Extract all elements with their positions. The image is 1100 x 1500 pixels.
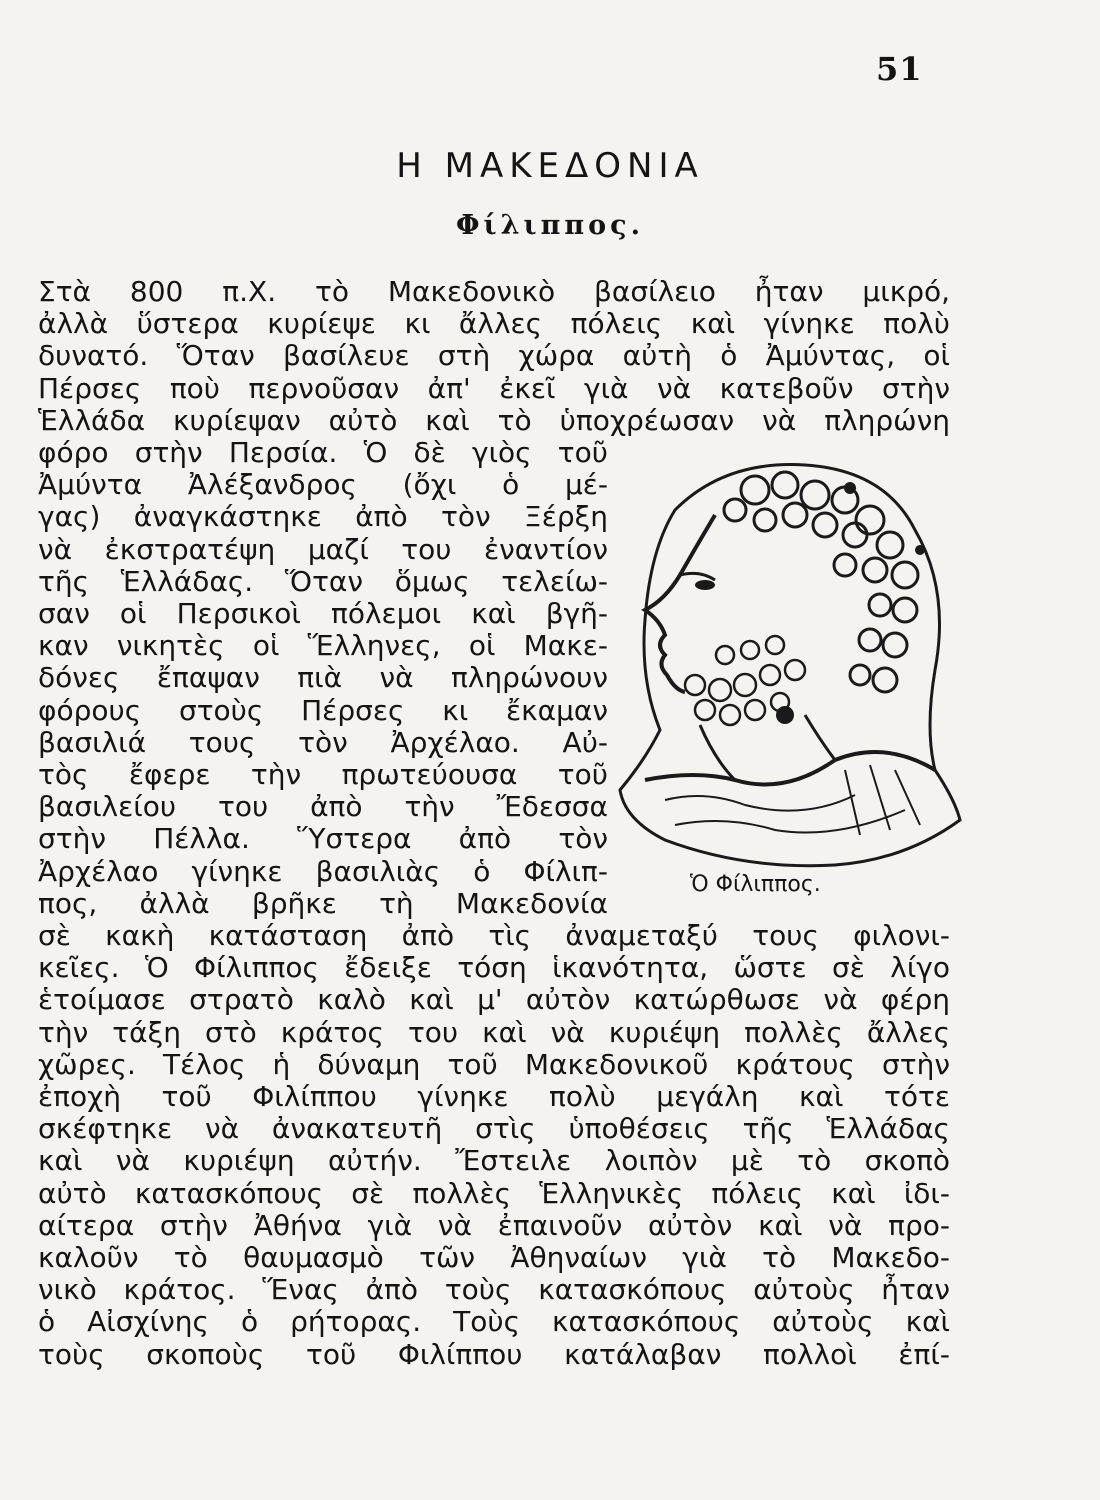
- page-number: 51: [876, 50, 923, 88]
- philip-portrait-illustration: [605, 440, 965, 870]
- text-line: σὲ κακὴ κατάσταση ἀπὸ τὶς ἀναμεταξύ τους φιλονι-: [38, 919, 950, 952]
- text-line: αίτερα στὴν Ἀθήνα γιὰ νὰ ἐπαινοῦν αὐτὸν καὶ νὰ προ-: [38, 1208, 950, 1242]
- text-line: νικὸ κράτος. Ἕνας ἀπὸ τοὺς κατασκόπους αὐτοὺς ἦταν: [38, 1273, 950, 1307]
- section-title: Φίλιππος.: [456, 210, 644, 241]
- text-line: φόρο στὴν Περσία. Ὁ δὲ γιὸς τοῦ: [38, 436, 608, 469]
- text-line: αὐτὸ κατασκόπους σὲ πολλὲς Ἑλληνικὲς πόλεις καὶ ἰδι-: [38, 1176, 950, 1210]
- text-line: φόρους στοὺς Πέρσες κι ἔκαμαν: [38, 693, 608, 727]
- text-line: δυνατό. Ὅταν βασίλευε στὴ χώρα αὐτὴ ὁ Ἀμύντας, οἱ: [38, 339, 950, 373]
- text-line: Πέρσες ποὺ περνοῦσαν ἀπ' ἐκεῖ γιὰ νὰ κατεβοῦν στὴν: [38, 371, 950, 405]
- text-line: ἐποχὴ τοῦ Φιλίππου γίνηκε πολὺ μεγάλη καὶ τότε: [38, 1080, 950, 1113]
- text-line: γας) ἀναγκάστηκε ἀπὸ τὸν Ξέρξη: [38, 500, 608, 534]
- text-line: τοὺς σκοποὺς τοῦ Φιλίππου κατάλαβαν πολλοὶ ἐπί-: [38, 1337, 950, 1371]
- text-line: βασιλιά τους τὸν Ἀρχέλαο. Αὐ-: [38, 725, 608, 759]
- text-line: χῶρες. Τέλος ἡ δύναμη τοῦ Μακεδονικοῦ κράτους στὴν: [38, 1047, 950, 1081]
- text-line: Στὰ 800 π.Χ. τὸ Μακεδονικὸ βασίλειο ἦταν μικρό,: [38, 275, 950, 308]
- chapter-title: Η ΜΑΚΕΔΟΝΙΑ: [396, 146, 704, 186]
- text-line: βασιλείου του ἀπὸ τὴν Ἔδεσσα: [38, 790, 608, 824]
- text-line: σκέφτηκε νὰ ἀνακατευτῆ στὶς ὑποθέσεις τῆς Ἑλλάδας: [38, 1112, 950, 1146]
- text-line: καν νικητὲς οἱ Ἕλληνες, οἱ Μακε-: [38, 629, 608, 663]
- text-line: δόνες ἔπαψαν πιὰ νὰ πληρώνουν: [38, 661, 608, 695]
- text-line: στὴν Πέλλα. Ὕστερα ἀπὸ τὸν: [38, 822, 608, 856]
- text-line: τὴν τάξη στὸ κράτος του καὶ νὰ κυριέψη πολλὲς ἄλλες: [38, 1015, 950, 1049]
- text-line: νὰ ἐκστρατέψη μαζί του ἐναντίον: [38, 532, 608, 566]
- text-line: τὸς ἔφερε τὴν πρωτεύουσα τοῦ: [38, 758, 608, 791]
- text-line: τῆς Ἑλλάδας. Ὅταν ὅμως τελείω-: [38, 564, 608, 598]
- figure-caption: Ὁ Φίλιππος.: [690, 872, 821, 897]
- text-line: ὁ Αἰσχίνης ὁ ρήτορας. Τοὺς κατασκόπους αὐτοὺς καὶ: [38, 1305, 950, 1339]
- text-line: σαν οἱ Περσικοὶ πόλεμοι καὶ βγῆ-: [38, 597, 608, 630]
- text-line: ἀλλὰ ὕστερα κυρίεψε κι ἄλλες πόλεις καὶ γίνηκε πολὺ: [38, 307, 950, 341]
- text-line: κεῖες. Ὁ Φίλιππος ἔδειξε τόση ἱκανότητα, ὥστε σὲ λίγο: [38, 951, 950, 985]
- text-line: Ἀρχέλαο γίνηκε βασιλιὰς ὁ Φίλιπ-: [38, 854, 608, 888]
- text-line: πος, ἀλλὰ βρῆκε τὴ Μακεδονία: [38, 886, 608, 920]
- text-line: ἑτοίμασε στρατὸ καλὸ καὶ μ' αὐτὸν κατώρθωσε νὰ φέρη: [38, 983, 950, 1017]
- text-line: καὶ νὰ κυριέψη αὐτήν. Ἔστειλε λοιπὸν μὲ τὸ σκοπὸ: [38, 1144, 950, 1178]
- text-line: Ἑλλάδα κυρίεψαν αὐτὸ καὶ τὸ ὑποχρέωσαν νὰ πληρώνη: [38, 403, 950, 437]
- text-line: Ἀμύντα Ἀλέξανδρος (ὄχι ὁ μέ-: [38, 468, 608, 502]
- text-line: καλοῦν τὸ θαυμασμὸ τῶν Ἀθηναίων γιὰ τὸ Μακεδο-: [38, 1241, 950, 1274]
